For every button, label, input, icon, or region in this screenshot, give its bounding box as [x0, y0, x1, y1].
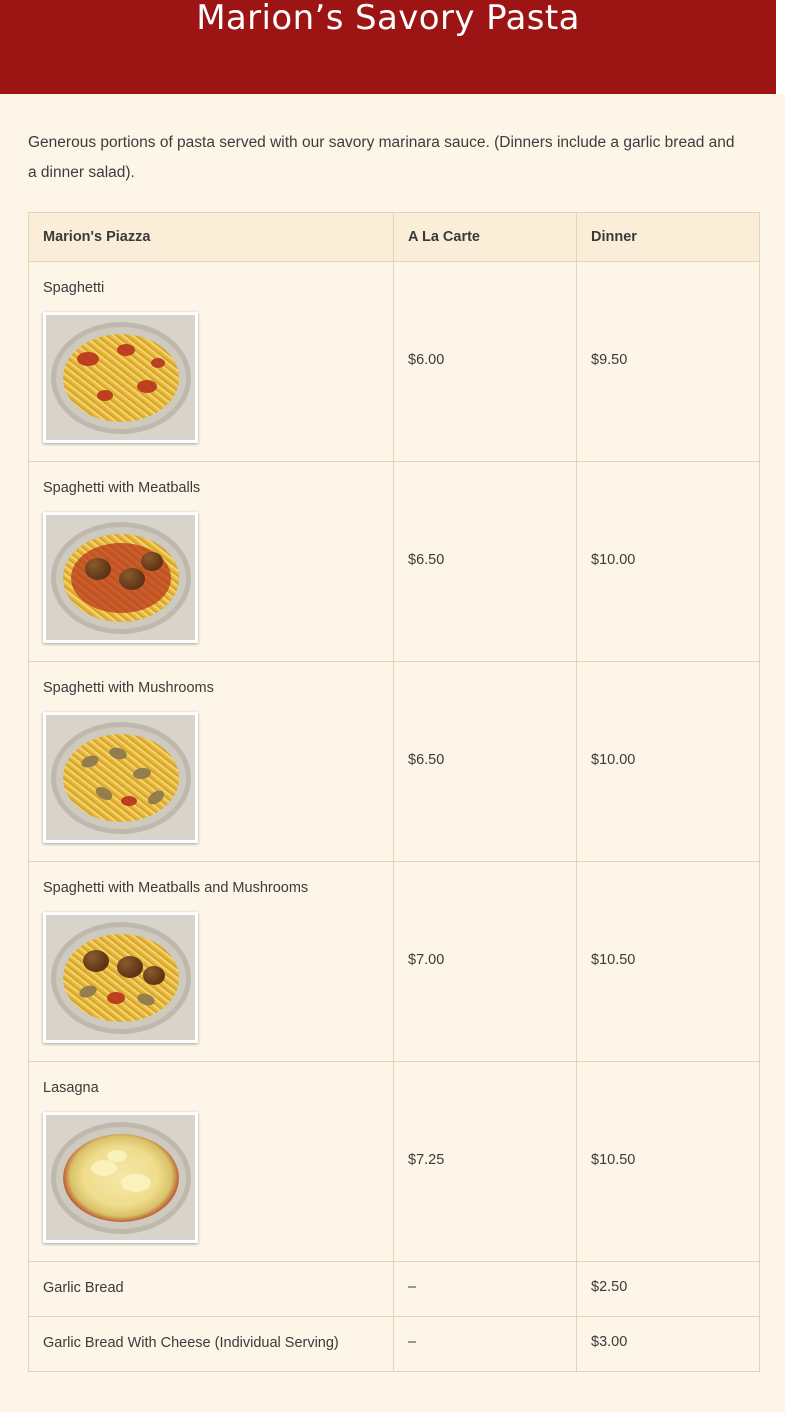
price-dinner: $10.50	[577, 862, 760, 1062]
menu-content	[0, 94, 785, 1412]
menu-item-name: Spaghetti	[43, 280, 105, 296]
spaghetti-with-meatballs-photo	[43, 512, 198, 643]
table-row	[29, 862, 760, 1062]
price-a-la-carte: $6.50	[394, 462, 577, 662]
banner-right-edge	[776, 0, 785, 94]
table-row	[29, 1262, 760, 1317]
price-a-la-carte: –	[394, 1317, 577, 1372]
table-row	[29, 1062, 760, 1262]
column-header-dinner: Dinner	[577, 213, 760, 262]
price-a-la-carte: $7.25	[394, 1062, 577, 1262]
menu-item-cell	[29, 1062, 394, 1262]
price-dinner: $10.00	[577, 662, 760, 862]
menu-item-name: Spaghetti with Mushrooms	[43, 680, 214, 696]
menu-item-name: Spaghetti with Meatballs	[43, 480, 201, 496]
spaghetti-with-mushrooms-photo	[43, 712, 198, 843]
price-dinner: $9.50	[577, 262, 760, 462]
table-row	[29, 662, 760, 862]
pasta-menu-table	[28, 212, 760, 1372]
menu-item-cell	[29, 662, 394, 862]
price-dinner: $3.00	[577, 1317, 760, 1372]
spaghetti-photo	[43, 312, 198, 443]
menu-description: Generous portions of pasta served with our savory marinara sauce. (Dinners include a garlic bread and a dinner salad).	[28, 134, 735, 181]
page-title: Marion’s Savory Pasta	[196, 0, 580, 38]
menu-item-cell	[29, 262, 394, 462]
price-dinner: $2.50	[577, 1262, 760, 1317]
price-dinner: $10.00	[577, 462, 760, 662]
spaghetti-with-meatballs-and-mushrooms-photo	[43, 912, 198, 1043]
column-header-a-la-carte: A La Carte	[394, 213, 577, 262]
price-a-la-carte: –	[394, 1262, 577, 1317]
column-header-item: Marion's Piazza	[29, 213, 394, 262]
table-row	[29, 462, 760, 662]
page-banner	[0, 0, 785, 94]
menu-item-name: Garlic Bread	[43, 1280, 124, 1296]
menu-item-cell	[29, 1262, 394, 1317]
menu-item-cell	[29, 1317, 394, 1372]
price-a-la-carte: $7.00	[394, 862, 577, 1062]
menu-item-name: Garlic Bread With Cheese (Individual Serving)	[43, 1335, 339, 1351]
menu-item-name: Lasagna	[43, 1080, 99, 1096]
table-row	[29, 262, 760, 462]
menu-item-cell	[29, 862, 394, 1062]
menu-item-cell	[29, 462, 394, 662]
price-a-la-carte: $6.50	[394, 662, 577, 862]
price-dinner: $10.50	[577, 1062, 760, 1262]
price-a-la-carte: $6.00	[394, 262, 577, 462]
menu-item-name: Spaghetti with Meatballs and Mushrooms	[43, 880, 309, 896]
lasagna-photo	[43, 1112, 198, 1243]
table-header-row	[29, 213, 760, 262]
table-row	[29, 1317, 760, 1372]
